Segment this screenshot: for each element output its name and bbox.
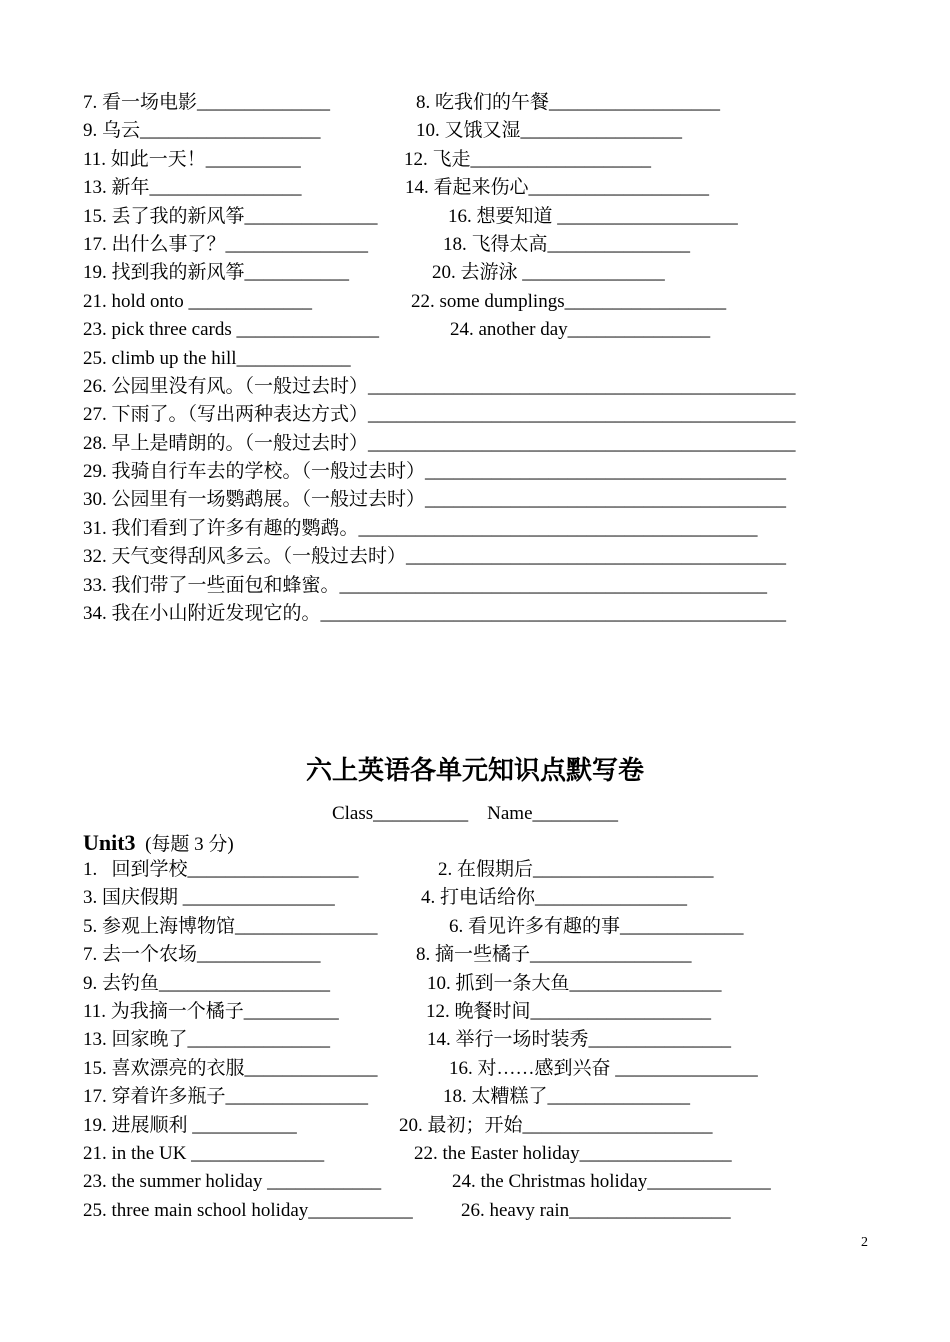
exercise-item: 19. 进展顺利 ___________ (83, 1114, 297, 1136)
exercise-item: 31. 我们看到了许多有趣的鹦鹉。__________________________________________ (83, 517, 758, 539)
exercise-item: 6. 看见许多有趣的事_____________ (449, 915, 744, 937)
exercise-item: 11. 如此一天！__________ (83, 148, 301, 170)
exercise-item: 15. 丢了我的新风筝______________ (83, 205, 378, 227)
unit-score-note: (每题 3 分) (135, 834, 234, 855)
class-name-line: Class__________ Name_________ (331, 803, 619, 824)
exercise-row (83, 458, 853, 486)
exercise-item: 26. 公园里没有风。（一般过去时）_____________________________________________ (83, 375, 796, 397)
exercise-item: 14. 看起来伤心___________________ (405, 177, 710, 199)
exercise-item: 15. 喜欢漂亮的衣服______________ (83, 1057, 378, 1079)
exercise-item: 14. 举行一场时装秀_______________ (427, 1029, 732, 1051)
exercise-row (83, 970, 853, 998)
exercise-item: 7. 看一场电影______________ (83, 92, 331, 113)
exercise-item: 24. the Christmas holiday_____________ (452, 1171, 771, 1193)
exercise-row (83, 884, 853, 912)
exercise-row (83, 1140, 853, 1168)
page-number: 2 (861, 1235, 868, 1250)
exercise-item: 4. 打电话给你________________ (421, 887, 688, 909)
exercise-item: 22. the Easter holiday________________ (414, 1142, 732, 1164)
exercise-row (83, 430, 853, 458)
exercise-row (83, 288, 853, 316)
exercise-item: 8. 吃我们的午餐__________________ (416, 92, 721, 113)
exercise-item: 32. 天气变得刮风多云。（一般过去时）________________________________________ (83, 546, 787, 568)
exercise-item: 26. heavy rain_________________ (461, 1199, 731, 1221)
exercise-row (83, 1112, 853, 1140)
exercise-item: 27. 下雨了。（写出两种表达方式）_____________________________________________ (83, 404, 796, 426)
exercise-item: 10. 抓到一条大鱼________________ (427, 972, 722, 994)
exercise-section-unit2 (83, 89, 853, 628)
exercise-row (83, 373, 853, 401)
exercise-row (83, 259, 853, 287)
exercise-item: 34. 我在小山附近发现它的。_________________________________________________ (83, 603, 787, 625)
exercise-item: 5. 参观上海博物馆_______________ (83, 915, 378, 937)
exercise-row (83, 1055, 853, 1083)
exercise-item: 17. 出什么事了？_______________ (83, 233, 369, 255)
exercise-item: 1. 回到学校__________________ (83, 859, 359, 880)
exercise-row (83, 998, 853, 1026)
unit-label: Unit3 (83, 830, 136, 855)
exercise-row (83, 316, 853, 344)
exercise-row (83, 1026, 853, 1054)
exercise-item: 23. the summer holiday ____________ (83, 1171, 382, 1193)
exercise-item: 24. another day_______________ (450, 319, 711, 341)
exercise-item: 19. 找到我的新风筝___________ (83, 262, 350, 284)
exercise-item: 13. 回家晚了_______________ (83, 1029, 331, 1051)
exercise-item: 25. three main school holiday___________ (83, 1199, 413, 1221)
exercise-item: 10. 又饿又湿_________________ (416, 120, 683, 142)
exercise-row (83, 486, 853, 514)
exercise-item: 17. 穿着许多瓶子_______________ (83, 1086, 369, 1108)
exercise-row (83, 941, 853, 969)
worksheet-title: 六上英语各单元知识点默写卷 (305, 756, 644, 786)
exercise-row (83, 174, 853, 202)
exercise-item: 12. 飞走___________________ (404, 148, 652, 170)
unit-heading (83, 829, 234, 859)
exercise-row (83, 231, 853, 259)
exercise-item: 18. 太糟糕了_______________ (443, 1086, 691, 1108)
exercise-row (83, 117, 853, 145)
exercise-item: 2. 在假期后___________________ (438, 859, 714, 880)
exercise-item: 21. hold onto _____________ (83, 290, 313, 312)
exercise-row (83, 89, 853, 117)
exercise-row (83, 401, 853, 429)
exercise-row (83, 572, 853, 600)
exercise-item: 33. 我们带了一些面包和蜂蜜。_____________________________________________ (83, 574, 768, 596)
exercise-item: 21. in the UK ______________ (83, 1142, 325, 1164)
exercise-item: 7. 去一个农场_____________ (83, 944, 321, 966)
exercise-item: 18. 飞得太高_______________ (443, 233, 691, 255)
exercise-item: 30. 公园里有一场鹦鹉展。（一般过去时）______________________________________ (83, 489, 787, 511)
exercise-row (83, 203, 853, 231)
exercise-item: 23. pick three cards _______________ (83, 319, 380, 341)
exercise-item: 20. 去游泳 _______________ (432, 262, 665, 284)
exercise-item: 22. some dumplings_________________ (411, 290, 727, 312)
exercise-item: 29. 我骑自行车去的学校。（一般过去时）______________________________________ (83, 461, 787, 483)
exercise-row (83, 1083, 853, 1111)
exercise-item: 9. 去钓鱼__________________ (83, 972, 331, 994)
exercise-section-unit3 (83, 856, 853, 1225)
exercise-item: 9. 乌云___________________ (83, 120, 321, 142)
exercise-row (83, 515, 853, 543)
exercise-item: 25. climb up the hill____________ (83, 347, 351, 369)
exercise-item: 11. 为我摘一个橘子__________ (83, 1000, 339, 1022)
exercise-row (83, 856, 853, 884)
exercise-item: 8. 摘一些橘子_________________ (416, 944, 692, 966)
exercise-item: 20. 最初；开始____________________ (399, 1114, 713, 1136)
exercise-item: 12. 晚餐时间___________________ (426, 1000, 712, 1022)
exercise-item: 3. 国庆假期 ________________ (83, 887, 335, 909)
exercise-item: 13. 新年________________ (83, 177, 302, 199)
exercise-item: 16. 想要知道 ___________________ (448, 205, 738, 227)
exercise-row (83, 543, 853, 571)
exercise-row (83, 146, 853, 174)
exercise-item: 28. 早上是晴朗的。（一般过去时）_____________________________________________ (83, 432, 796, 454)
exercise-row (83, 345, 853, 373)
exercise-item: 16. 对……感到兴奋 _______________ (449, 1057, 758, 1079)
exercise-row (83, 913, 853, 941)
exercise-row (83, 1197, 853, 1225)
exercise-row (83, 1168, 853, 1196)
exercise-row (83, 600, 853, 628)
